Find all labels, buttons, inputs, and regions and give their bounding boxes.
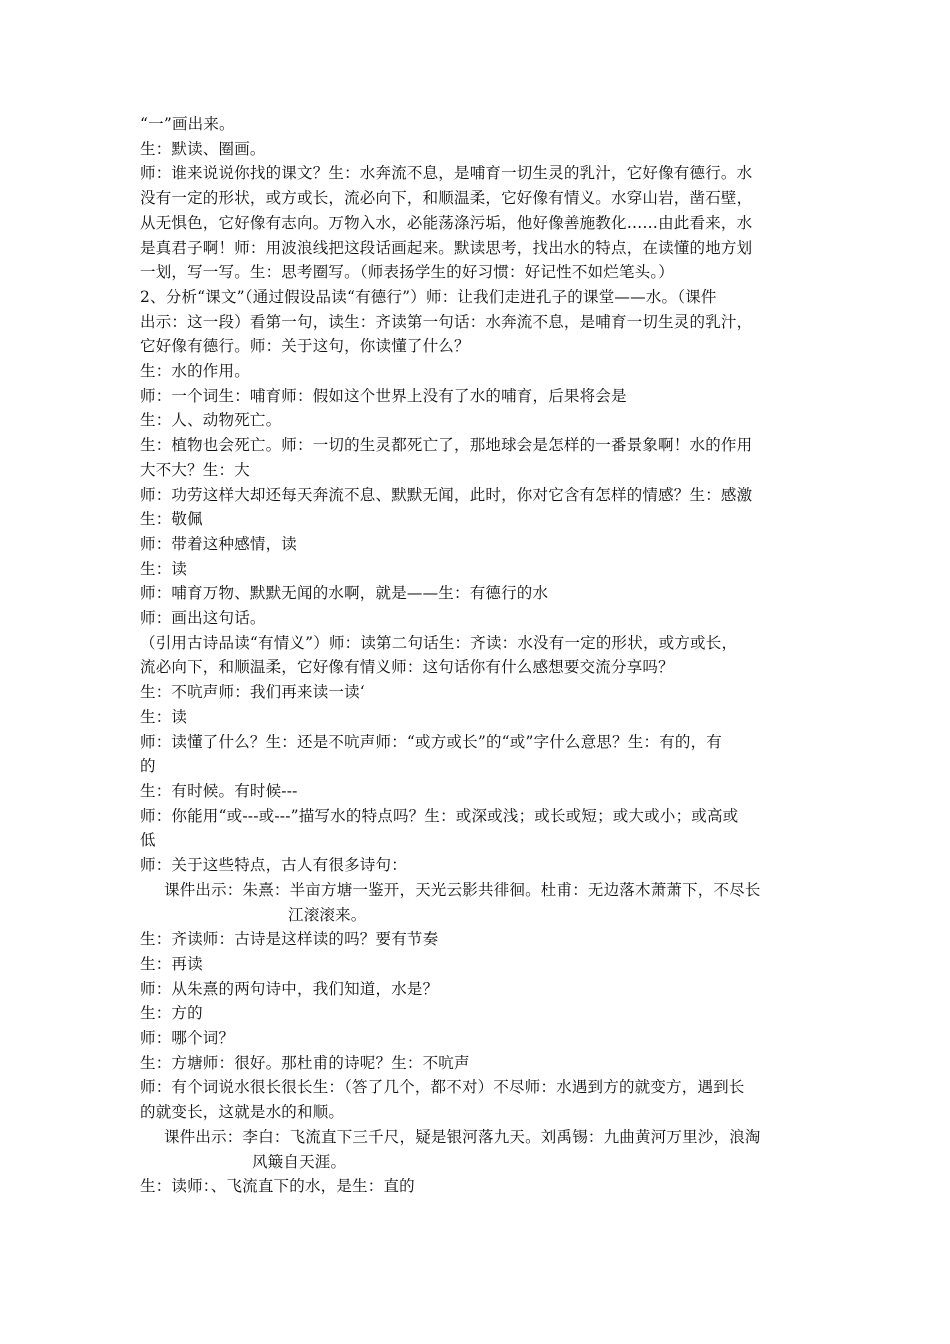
text-line: 没有一定的形状，或方或长，流必向下，和顺温柔，它好像有情义。水穿山岩，凿石壁， [140,189,753,208]
text-line: 的 [140,757,156,776]
text-line: 生：方的 [140,1004,203,1023]
text-line: 的就变长，这就是水的和顺。 [140,1103,345,1122]
text-line: 低 [140,831,156,850]
text-line: 师：你能用“或---或---”描写水的特点吗？生：或深或浅；或长或短；或大或小；或高或 [140,806,739,825]
text-line: 生：读 [140,559,188,578]
text-line: 师：哪个词？ [140,1029,235,1048]
text-line: 生：敬佩 [140,510,203,529]
text-line: 生：再读 [140,954,203,973]
text-line: 师：哺育万物、默默无闻的水啊，就是——生：有德行的水 [140,584,549,603]
text-line: 生：齐读师：古诗是这样读的吗？要有节奏 [140,930,439,949]
text-line: 生：方塘师：很好。那杜甫的诗呢？生：不吭声 [140,1053,470,1072]
text-line: 师：谁来说说你找的课文？生：水奔流不息，是哺育一切生灵的乳汁，它好像有德行。水 [140,164,753,183]
text-line: 大不大？生：大 [140,460,250,479]
text-line: 师：读懂了什么？生：还是不吭声师：“或方或长”的“或”字什么意思？生：有的，有 [140,732,722,751]
text-line: 流必向下，和顺温柔，它好像有情义师：这句话你有什么感想要交流分享吗？ [140,658,674,677]
document-page [140,112,812,1199]
text-line: 生：人、动物死亡。 [140,411,282,430]
courseware-line: 课件出示：朱熹：半亩方塘一鉴开，天光云影共徘徊。杜甫：无边落木萧萧下，不尽长 [164,880,761,899]
text-line: 生：读师：、飞流直下的水，是生：直的 [140,1177,415,1196]
text-line: 出示：这一段）看第一句，读生：齐读第一句话：水奔流不息，是哺育一切生灵的乳汁， [140,312,753,331]
text-line: 师：带着这种感情，读 [140,534,298,553]
text-line: 师：有个词说水很长很长生：（答了几个，都不对）不尽师：水遇到方的就变方，遇到长 [140,1078,745,1097]
text-line: 师：一个词生：哺育师：假如这个世界上没有了水的哺育，后果将会是 [140,386,627,405]
text-line: 师：画出这句话。 [140,609,266,628]
text-line: 2、分析“课文”（通过假设品读“有德行”）师：让我们走进孔子的课堂——水。（课件 [140,287,717,306]
text-line: 生：植物也会死亡。师：一切的生灵都死亡了，那地球会是怎样的一番景象啊！水的作用 [140,436,753,455]
courseware-line: 课件出示：李白：飞流直下三千尺，疑是银河落九天。刘禹锡：九曲黄河万里沙，浪淘 [164,1127,761,1146]
text-line: 师：关于这些特点，古人有很多诗句： [140,856,407,875]
text-line: 生：不吭声师：我们再来读一读‘ [140,683,365,702]
text-line: “一”画出来。 [140,115,235,133]
courseware-line: 江滚滚来。 [288,905,367,924]
text-line: 从无惧色，它好像有志向。万物入水，必能荡涤污垢，他好像善施教化……由此看来，水 [140,213,753,232]
text-line: 它好像有德行。师：关于这句，你读懂了什么？ [140,337,470,356]
text-line: （引用古诗品读“有情义”）师：读第二句话生：齐读：水没有一定的形状，或方或长， [140,633,738,652]
text-line: 是真君子啊！师：用波浪线把这段话画起来。默读思考，找出水的特点，在读懂的地方划 [140,238,753,257]
text-line: 一划，写一写。生：思考圈写。（师表扬学生的好习惯：好记性不如烂笔头。） [140,263,675,282]
text-line: 生：水的作用。 [140,362,250,381]
courseware-line: 风簸自天涯。 [252,1152,347,1171]
text-line: 生：默读、圈画。 [140,139,266,158]
text-line: 生：读 [140,707,188,726]
text-line: 师：从朱熹的两句诗中，我们知道，水是？ [140,979,439,998]
text-line: 师：功劳这样大却还每天奔流不息、默默无闻，此时，你对它含有怎样的情感？生：感激 [140,485,753,504]
text-line: 生：有时候。有时候--- [140,781,298,800]
